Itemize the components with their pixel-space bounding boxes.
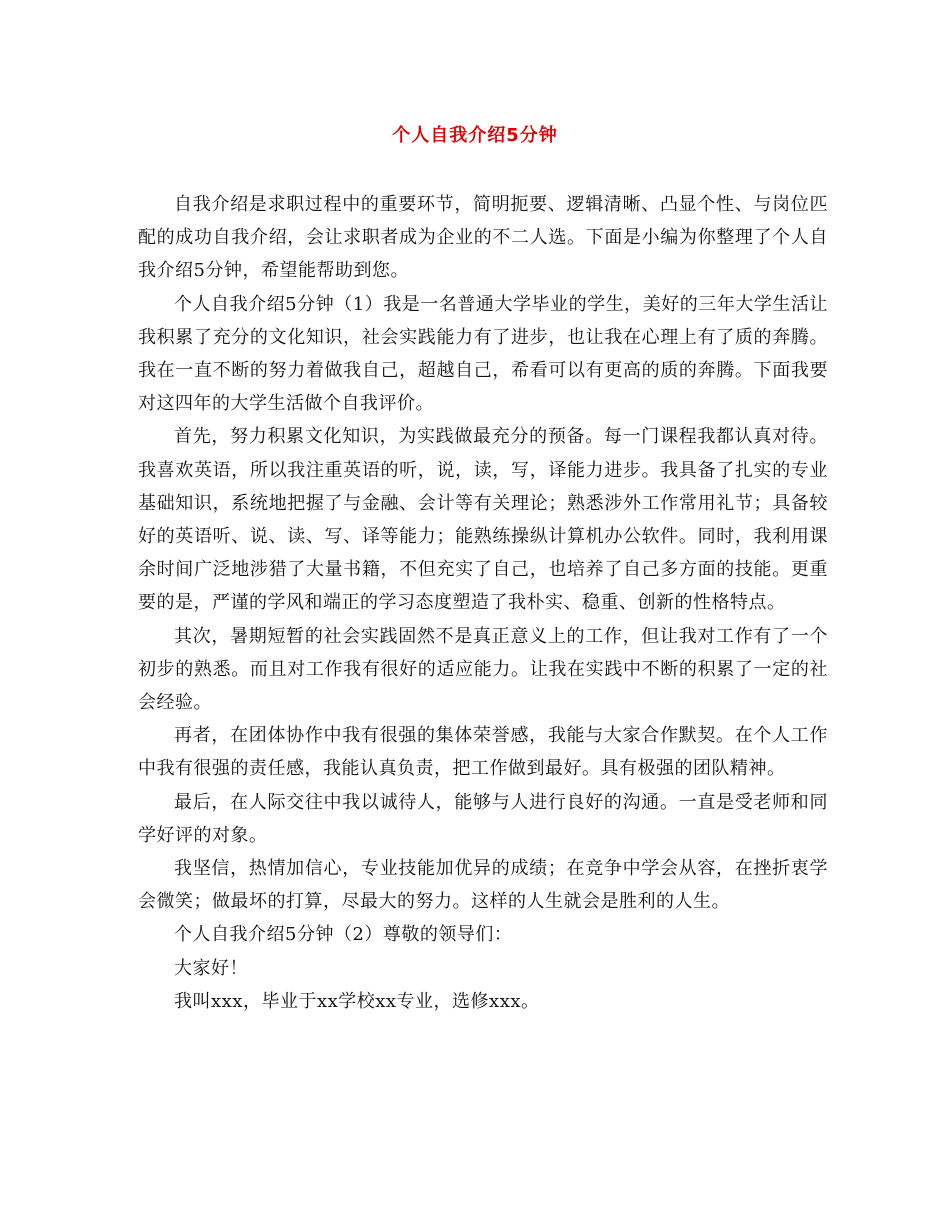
paragraph-greeting: 大家好！ [174, 957, 248, 979]
paragraph-intro: 自我介绍是求职过程中的重要环节，简明扼要、逻辑清晰、凸显个性、与岗位匹配的成功自我介绍，会让求职者成为企业的不二人选。下面是小编为你整理了个人自我介绍5分钟，希望能帮助到您。 [138, 194, 828, 282]
paragraph-last: 最后，在人际交往中我以诚待人，能够与人进行良好的沟通。一直是受老师和同学好评的对象。 [138, 791, 828, 846]
paragraph-belief: 我坚信，热情加信心，专业技能加优异的成绩；在竞争中学会从容，在挫折衷学会微笑；做最坏的打算，尽最大的努力。这样的人生就会是胜利的人生。 [138, 858, 828, 913]
paragraph-self-intro-1: 个人自我介绍5分钟（1）我是一名普通大学毕业的学生，美好的三年大学生活让我积累了充分的文化知识，社会实践能力有了进步，也让我在心理上有了质的奔腾。我在一直不断的努力着做我自己，超越自己，希看可以有更高的质的奔腾。下面我要对这四年的大学生活做个自我评价。 [138, 293, 828, 415]
paragraph-name: 我叫xxx，毕业于xx学校xx专业，选修xxx。 [174, 990, 540, 1012]
paragraph-second: 其次，暑期短暂的社会实践固然不是真正意义上的工作，但让我对工作有了一个初步的熟悉。而且对工作我有很好的适应能力。让我在实践中不断的积累了一定的社会经验。 [138, 625, 828, 714]
document-title: 个人自我介绍5分钟 [392, 125, 558, 146]
paragraph-third: 再者，在团体协作中我有很强的集体荣誉感，我能与大家合作默契。在个人工作中我有很强的责任感，我能认真负责，把工作做到最好。具有极强的团队精神。 [138, 725, 828, 780]
paragraph-self-intro-2: 个人自我介绍5分钟（2）尊敬的领导们： [174, 924, 513, 946]
document-body [138, 188, 828, 1018]
paragraph-first: 首先，努力积累文化知识，为实践做最充分的预备。每一门课程我都认真对待。我喜欢英语，所以我注重英语的听，说，读，写，译能力进步。我具备了扎实的专业基础知识，系统地把握了与金融、会计等有关理论；熟悉涉外工作常用礼节；具备较好的英语听、说、读、写、译等能力；能熟练操纵计算机办公软件。同时，我利用课余时间广泛地涉猎了大量书籍，不但充实了自己，也培养了自己多方面的技能。更重要的是，严谨的学风和端正的学习态度塑造了我朴实、稳重、创新的性格特点。 [138, 426, 828, 614]
